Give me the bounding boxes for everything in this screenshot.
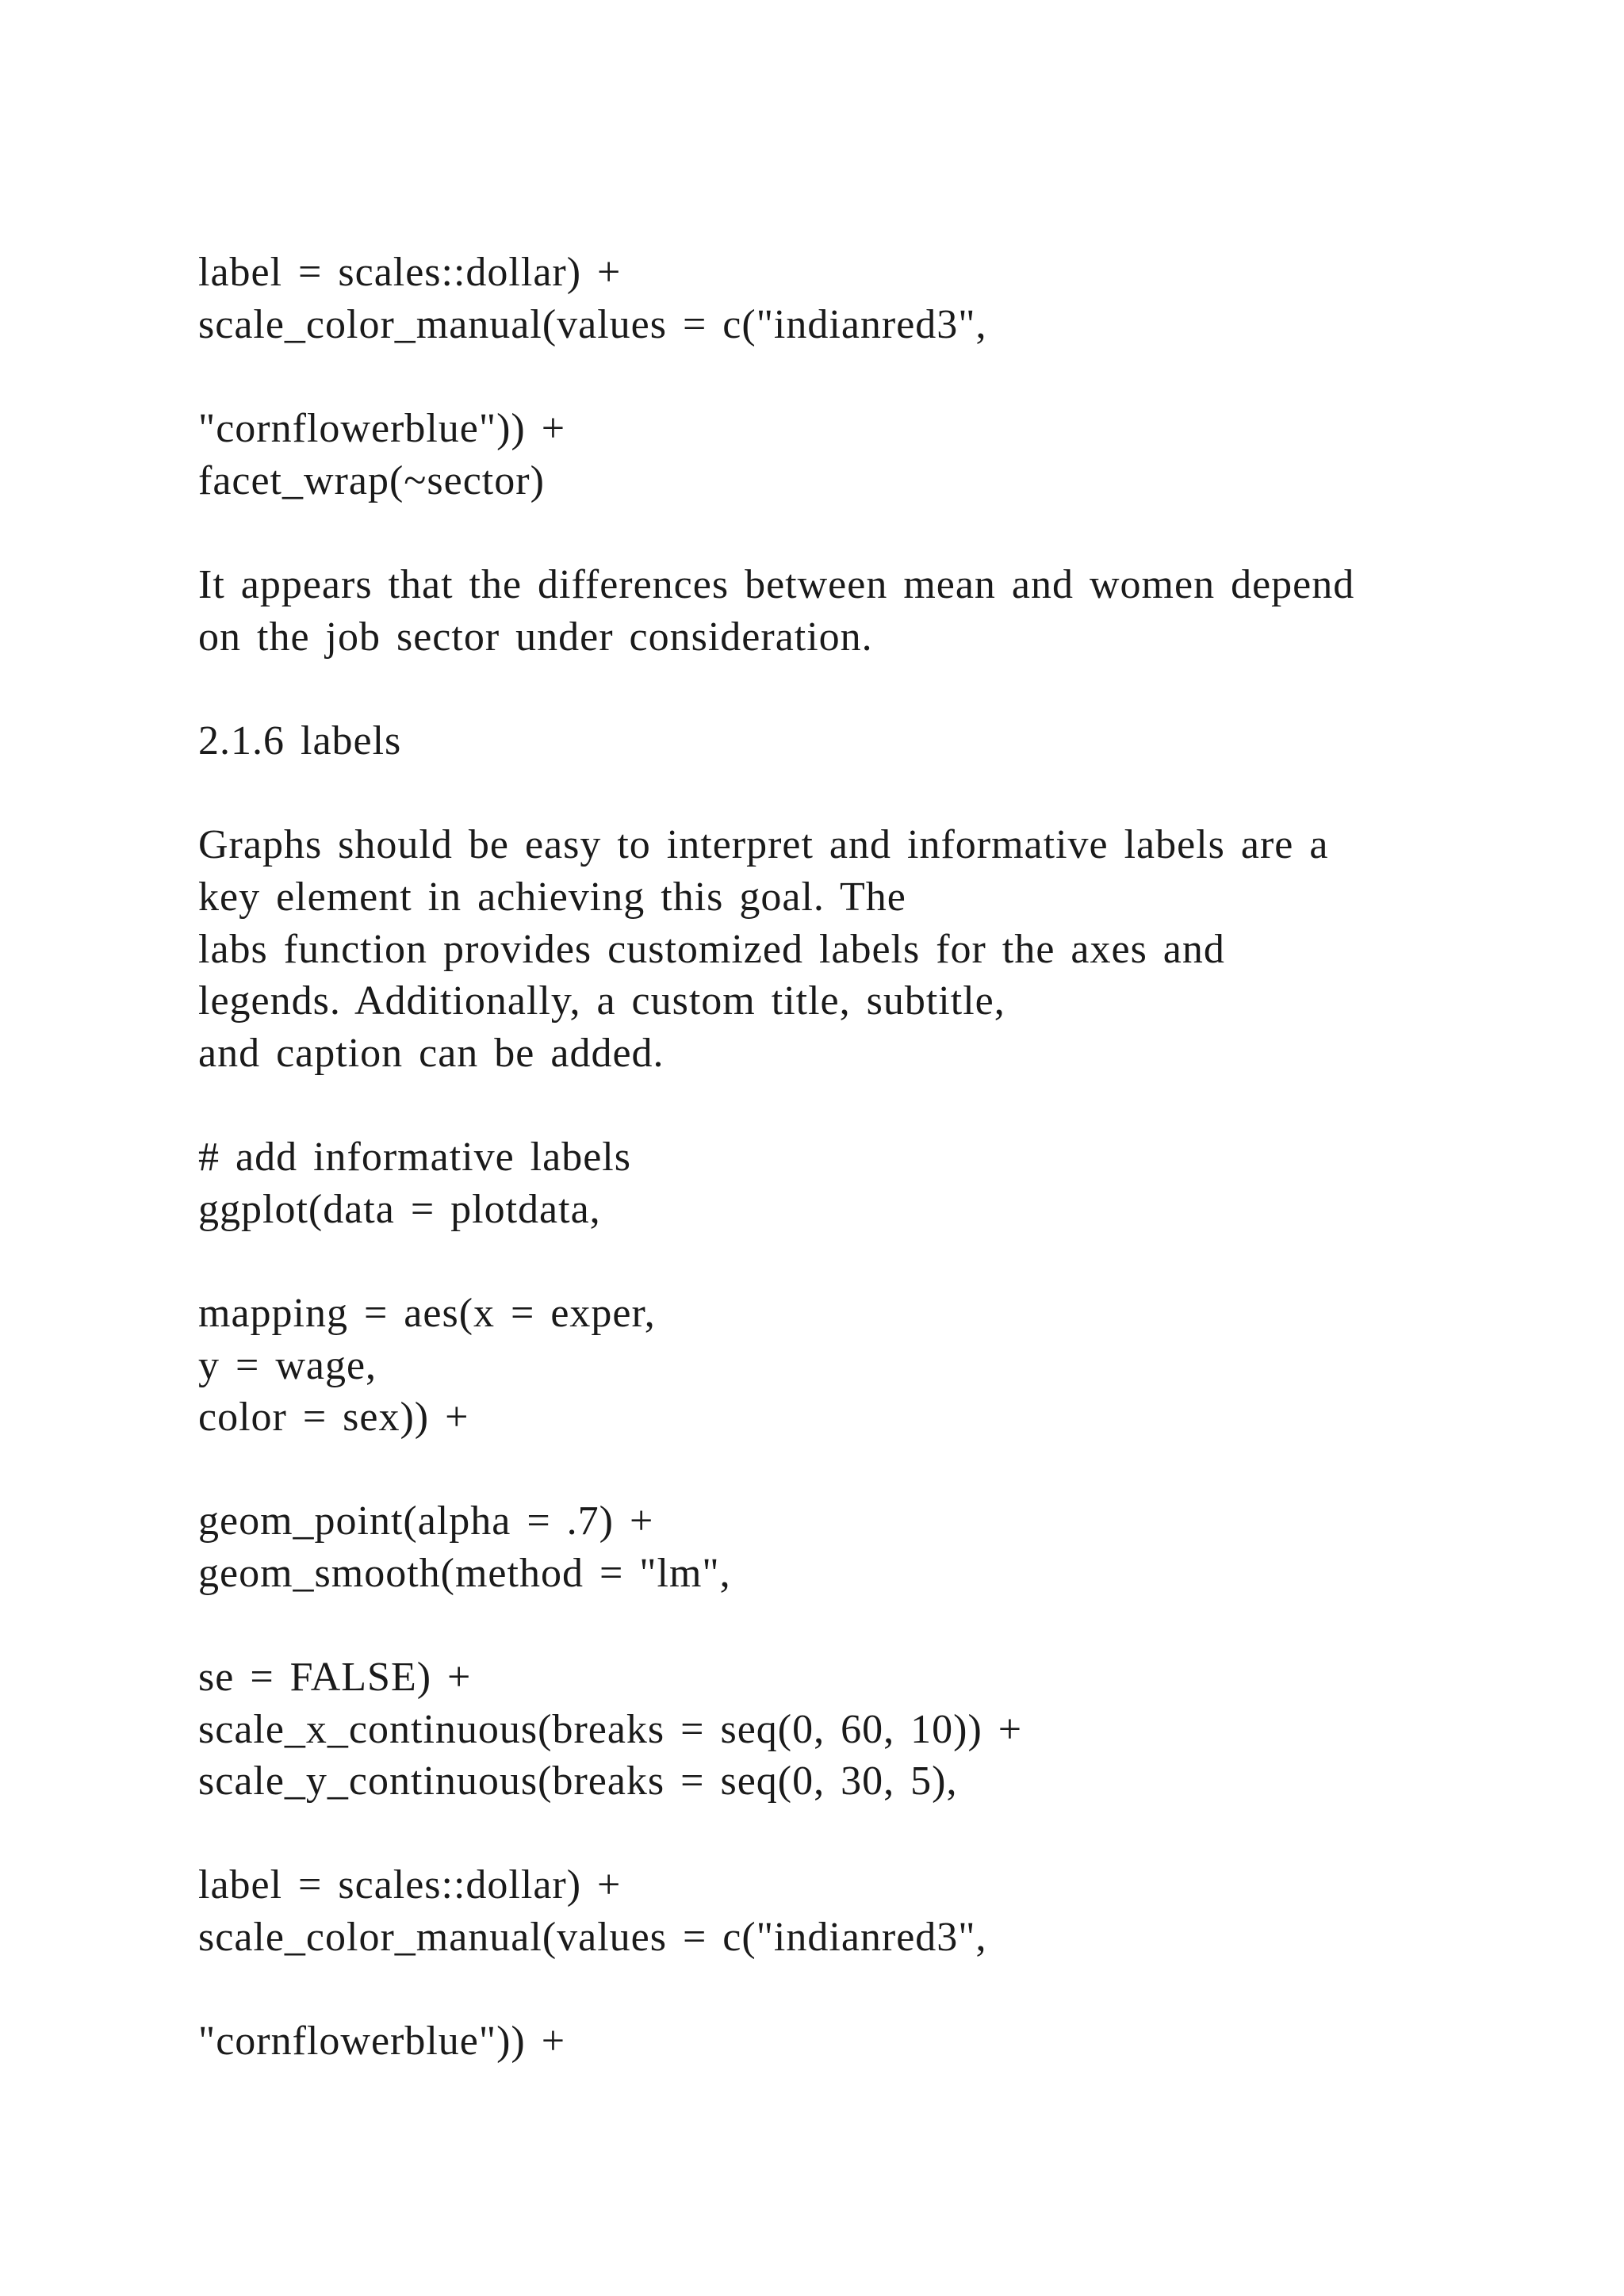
body-text-line: legends. Additionally, a custom title, subtitle, [198,978,1005,1024]
body-text-line: on the job sector under consideration. [198,614,873,660]
code-line: geom_smooth(method = "lm", [198,1551,731,1596]
body-text-line: key element in achieving this goal. The [198,874,906,920]
section-heading: 2.1.6 labels [198,718,402,763]
code-line: scale_color_manual(values = c("indianred3", [198,1915,987,1960]
code-comment-line: # add informative labels [198,1135,631,1180]
code-line: scale_color_manual(values = c("indianred3", [198,302,987,347]
code-line: y = wage, [198,1343,377,1388]
body-text-line: It appears that the differences between mean and women depend [198,562,1355,607]
code-line: label = scales::dollar) + [198,250,622,295]
code-line: geom_point(alpha = .7) + [198,1498,654,1544]
code-line: facet_wrap(~sector) [198,458,545,503]
code-line: "cornflowerblue")) + [198,406,566,451]
code-line: label = scales::dollar) + [198,1862,622,1908]
code-line: scale_x_continuous(breaks = seq(0, 60, 10)) + [198,1707,1023,1752]
body-text-line: Graphs should be easy to interpret and informative labels are a [198,822,1329,867]
code-line: mapping = aes(x = exper, [198,1291,656,1336]
body-text-line: labs function provides customized labels for the axes and [198,927,1225,972]
code-line: "cornflowerblue")) + [198,2019,566,2064]
body-text-line: and caption can be added. [198,1031,665,1076]
code-line: ggplot(data = plotdata, [198,1187,601,1232]
code-line: scale_y_continuous(breaks = seq(0, 30, 5), [198,1758,958,1804]
code-line: se = FALSE) + [198,1655,472,1700]
code-line: color = sex)) + [198,1395,469,1440]
